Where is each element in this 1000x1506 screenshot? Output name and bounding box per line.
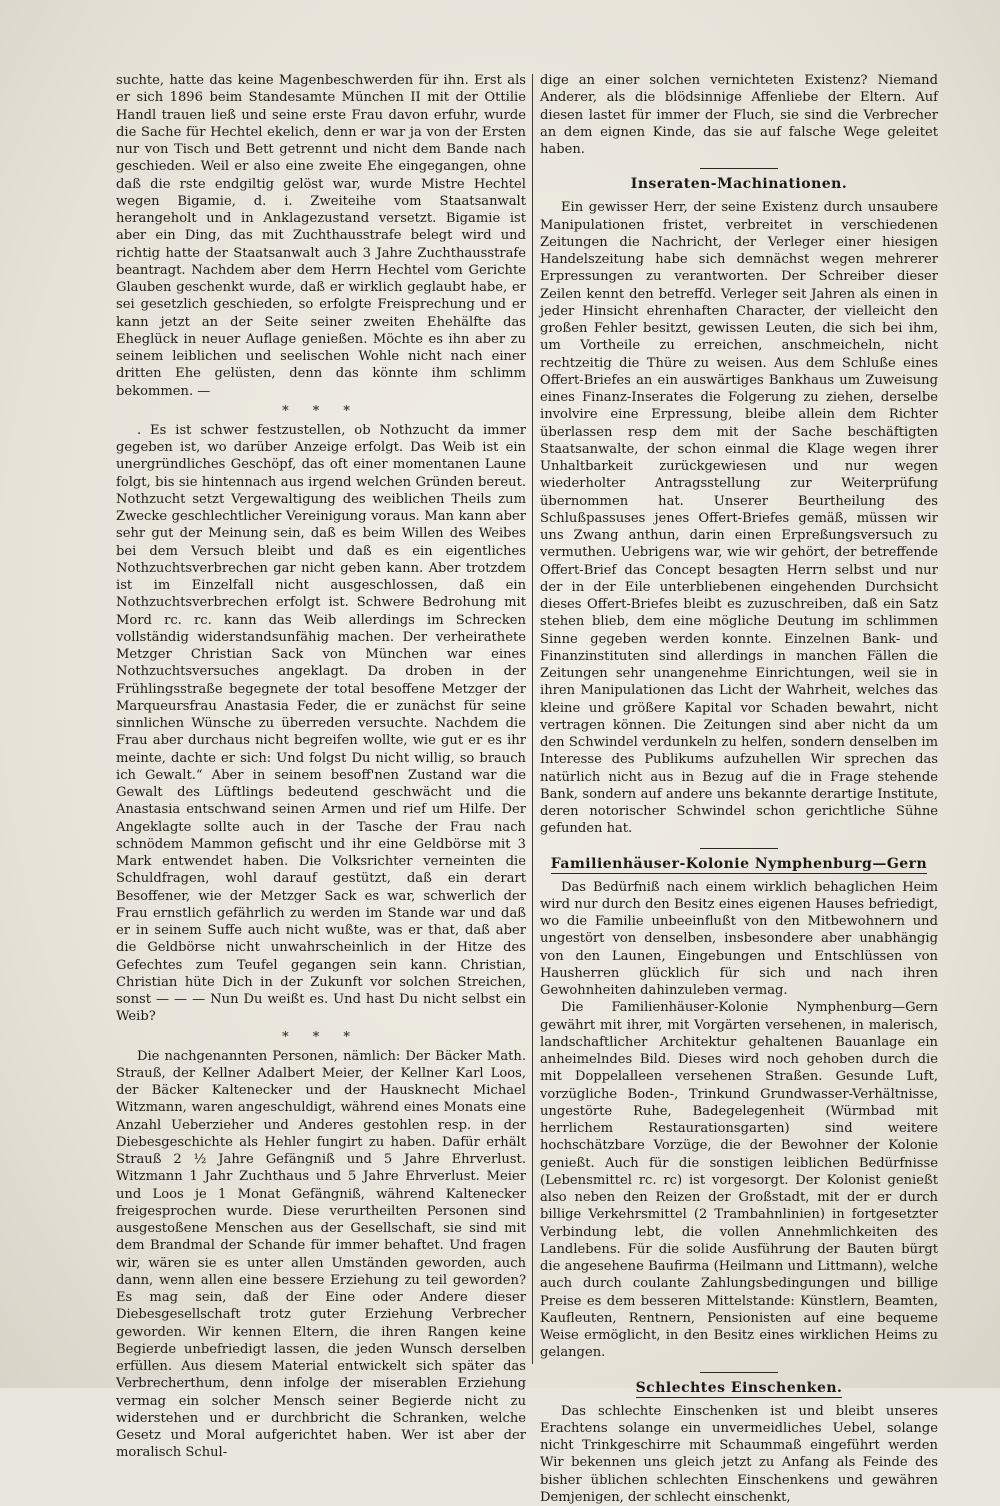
article-heading: Inseraten-Machinationen.	[540, 175, 938, 193]
article-heading-text: Familienhäuser-Kolonie Nymphenburg—Gern	[551, 856, 928, 874]
article-paragraph: Die Familienhäuser-Kolonie Nymphenburg—Gern gewährt mit ihrer, mit Vorgärten versehenen, in malerisch, landschaftlicher Architektur gehaltenen Bauanlage ein anheimelndes Bild. Dieses wird noch gehoben durch die mit Doppelalleen versehenen Straßen. Gesunde Luft, vorzügliche Boden-, Trinkund Grundwasser-Verhältnisse, ungestörte Ruhe, Badegelegenheit (Würmbad mit herrlichem Restaurationsgarten) sind weitere hochschätzbare Vorzüge, die der Bewohner der Kolonie genießt. Auch für die sonstigen leiblichen Bedürfnisse (Lebensmittel rc. rc) ist vorgesorgt. Der Kolonist genießt also neben den Reizen der Großstadt, mit der er durch billige Verkehrsmittel (2 Trambahnlinien) in fortgesetzter Verbindung lebt, die vollen Annehmlichkeiten des Landlebens. Für die solide Ausführung der Bauten bürgt die angesehene Baufirma (Heilmann und Littmann), welche auch durch coulante Zahlungsbedingungen und billige Preise es dem besseren Mittelstande: Künstlern, Beamten, Kaufleuten, Rentnern, Pensionisten auf eine bequeme Weise ermöglicht, in den Besitz eines wirklichen Heims zu gelangen.	[540, 999, 938, 1361]
article-paragraph: Ein gewisser Herr, der seine Existenz durch unsaubere Manipulationen fristet, verbreitet in verschiedenen Zeitungen die Nachricht, der Verleger einer hiesigen Handelszeitung habe sich demnächst wegen mehrerer Erpressungen zu verantworten. Der Schreiber dieser Zeilen kennt den betreffd. Verleger seit Jahren als einen in jeder Hinsicht ehrenhaften Character, der vielleicht den großen Fehler besitzt, gewissen Leuten, die sich bei ihm, um Vortheile zu erreichen, anschmeicheln, nicht rechtzeitig die Thüre zu weisen. Aus dem Schluße eines Offert-Briefes an ein auswärtiges Bankhaus um Zuweisung eines Finanz-Inserates die Folgerung zu ziehen, derselbe involvire eine Erpressung, bleibe allein dem Richter überlassen resp dem mit der Sache beschäftigten Staatsanwalte, der schon einmal die Klage wegen ihrer Unhaltbarkeit zurückgewiesen und nur wegen wiederholter Antragsstellung zur Weiterprüfung übernommen hat. Unserer Beurtheilung des Schlußpassuses jenes Offert-Briefes gemäß, müssen wir uns Zwang anthun, darin einen Erpreßungsversuch zu vermuthen. Uebrigens war, wie wir gehört, der betreffende Offert-Brief das Concept besagten Herrn selbst und nur der in der Eile unterbliebenen eingehenden Durchsicht dieses Offert-Briefes bleibt es zuzuschreiben, daß ein Satz stehen blieb, dem eine mögliche Deutung im schlimmen Sinne gegeben werden konnte. Einzelnen Bank- und Finanzinstituten sind allerdings in manchen Fällen die Zeitungen sehr unangenehme Einrichtungen, weil sie in ihren Manipulationen das Licht der Wahrheit, welches das kleine und größere Kapital vor Schaden bewahrt, nicht vertragen können. Die Zeitungen sind aber nicht da um den Schwindel verdunkeln zu helfen, sondern denselben im Interesse des Publikums aufzuhellen Wir sprechen das natürlich nicht aus in Bezug auf die in Frage stehende Bank, sondern auf andere uns bekannte derartige Institute, deren notorischer Schwindel schon gerichtliche Sühne gefunden hat.	[540, 199, 938, 837]
article-paragraph: Das schlechte Einschenken ist und bleibt unseres Erachtens solange ein unvermeidliches Uebel, solange nicht Trinkgeschirre mit Schaummaß eingeführt werden Wir bekennen uns gleich jetzt zu Anfang als Feinde des bisher üblichen schlechten Einschenkens und gewähren Demjenigen, der schlecht einschenkt,	[540, 1403, 938, 1506]
section-separator: * * *	[116, 1030, 526, 1045]
left-column	[116, 72, 526, 1462]
section-rule	[700, 168, 778, 169]
article-paragraph: dige an einer solchen vernichteten Existenz? Niemand Anderer, als die blödsinnige Affenliebe der Eltern. Auf diesen lastet für immer der Fluch, sie sind die Verbrecher an dem eignen Kinde, das sie auf falsche Wege geleitet haben.	[540, 72, 938, 158]
section-separator: * * *	[116, 404, 526, 419]
article-paragraph: . Es ist schwer festzustellen, ob Nothzucht da immer gegeben ist, wo darüber Anzeige erfolgt. Das Weib ist ein unergründliches Geschöpf, das oft einer momentanen Laune folgt, bis sie hintennach aus irgend welchen Gründen bereut. Nothzucht setzt Vergewaltigung des weiblichen Theils zum Zwecke geschlechtlicher Vereinigung voraus. Man kann aber sehr gut der Meinung sein, daß es beim Willen des Weibes bei dem Versuch bleibt und daß es ein eigentliches Nothzuchtsverbrechen gar nicht geben kann. Aber trotzdem ist im Einzelfall nicht ausgeschlossen, daß ein Nothzuchtsverbrechen erfolgt ist. Schwere Bedrohung mit Mord rc. rc. kann das Weib allerdings im Schrecken vollständig widerstandsunfähig machen. Der verheirathete Metzger Christian Sack von München war eines Nothzuchtsversuches angeklagt. Da droben in der Frühlingsstraße begegnete der total besoffene Metzger der Marqueursfrau Anastasia Feder, die er zunächst für seine sinnlichen Wünsche zu überreden versuchte. Nachdem die Frau aber durchaus nicht begreifen wollte, wie gut er es ihr meinte, dachte er sich: Und folgst Du nicht willig, so brauch ich Gewalt.“ Aber in seinem besoff'nen Zustand war die Gewalt des Lüftlings bedeutend geschwächt und die Anastasia entschwand seinen Armen und rief um Hilfe. Der Angeklagte sollte auch in der Tasche der Frau nach schnödem Mammon gefischt und ihr eine Geldbörse mit 3 Mark entwendet haben. Die Volksrichter verneinten die Schuldfragen, wohl darauf gestützt, daß ein derart Besoffener, wie der Metzger Sack es war, schwerlich der Frau ernstlich gefährlich zu werden im Stande war und daß er in seinem Suffe auch nicht wußte, was er that, daß aber die Geldbörse nicht unwahrscheinlich in der Hitze des Gefechtes zum Teufel gegangen sein kann. Christian, Christian hüte Dich in der Zukunft vor solchen Streichen, sonst — — — Nun Du weißt es. Und hast Du nicht selbst ein Weib?	[116, 422, 526, 1026]
article-heading	[540, 855, 938, 873]
article-heading-text: Schlechtes Einschenken.	[636, 1380, 843, 1398]
article-paragraph: Die nachgenannten Personen, nämlich: Der Bäcker Math. Strauß, der Kellner Adalbert Meier, der Kellner Karl Loos, der Bäcker Kaltenecker und der Hausknecht Michael Witzmann, waren angeschuldigt, während eines Monats eine Anzahl Ueberzieher und Anderes gestohlen resp. in der Diebesgeschichte als Hehler fungirt zu haben. Dafür erhält Strauß 2 ½ Jahre Gefängniß und 5 Jahre Ehrverlust. Witzmann 1 Jahr Zuchthaus und 5 Jahre Ehrverlust. Meier und Loos je 1 Monat Gefängniß, während Kaltenecker freigesprochen wurde. Diese verurtheilten Personen sind ausgestoßene Menschen aus der Gesellschaft, sie sind mit dem Brandmal der Schande für immer behaftet. Und fragen wir, wären sie es unter allen Umständen geworden, auch dann, wenn allen eine bessere Erziehung zu teil geworden? Es mag sein, daß der Eine oder Andere dieser Diebesgesellschaft trotz guter Erziehung Verbrecher geworden. Wir kennen Eltern, die ihren Rangen keine Begierde unbefriedigt lassen, die jeden Wunsch derselben erfüllen. Aus diesem Material entwickelt sich später das Verbrecherthum, denn infolge der miserablen Erziehung vermag ein solcher Mensch seiner Begierde nicht zu widerstehen und er durchbricht die Schranken, welche Gesetz und Moral aufgerichtet haben. Wer ist aber der moralisch Schul-	[116, 1048, 526, 1462]
column-divider	[532, 74, 533, 1364]
article-paragraph: suchte, hatte das keine Magenbeschwerden für ihn. Erst als er sich 1896 beim Standesamte München II mit der Ottilie Handl trauen ließ und seine erste Frau davon erfuhr, wurde die Sache für Hechtel ekelich, denn er war ja von der Ersten nur von Tisch und Bett getrennt und nicht dem Bande nach geschieden. Weil er also eine zweite Ehe eingegangen, ohne daß die rste endgiltig gelöst war, wurde Mistre Hechtel wegen Bigamie, d. i. Zweiteihe vom Staatsanwalt herangeholt und in Anklagezustand versetzt. Bigamie ist aber ein Ding, das mit Zuchthausstrafe belegt wird und richtig hatte der Staatsanwalt auch 3 Jahre Zuchthausstrafe beantragt. Nachdem aber dem Herrn Hechtel vom Gerichte Glauben geschenkt wurde, daß er wirklich geglaubt habe, er sei gesetzlich geschieden, so erfolgte Freisprechung und er kann jetzt an der Seite seiner zweiten Ehehälfte das Eheglück in neuer Auflage genießen. Möchte es ihn aber zu seinem leiblichen und seelischen Wohle nicht nach einer dritten Ehe gelüsten, denn das könnte ihm schlimm bekommen. —	[116, 72, 526, 400]
right-column	[540, 72, 938, 1506]
section-rule	[700, 1372, 778, 1373]
section-rule	[700, 848, 778, 849]
article-paragraph: Das Bedürfniß nach einem wirklich behaglichen Heim wird nur durch den Besitz eines eigenen Hauses befriedigt, wo die Familie unbeeinflußt von den Mitbewohnern und ungestört von denselben, insbesondere aber unabhängig von den Launen, Eingebungen und Entschlüssen von Hausherren glücklich für sich und nach ihren Gewohnheiten dahinzuleben vermag.	[540, 879, 938, 1000]
